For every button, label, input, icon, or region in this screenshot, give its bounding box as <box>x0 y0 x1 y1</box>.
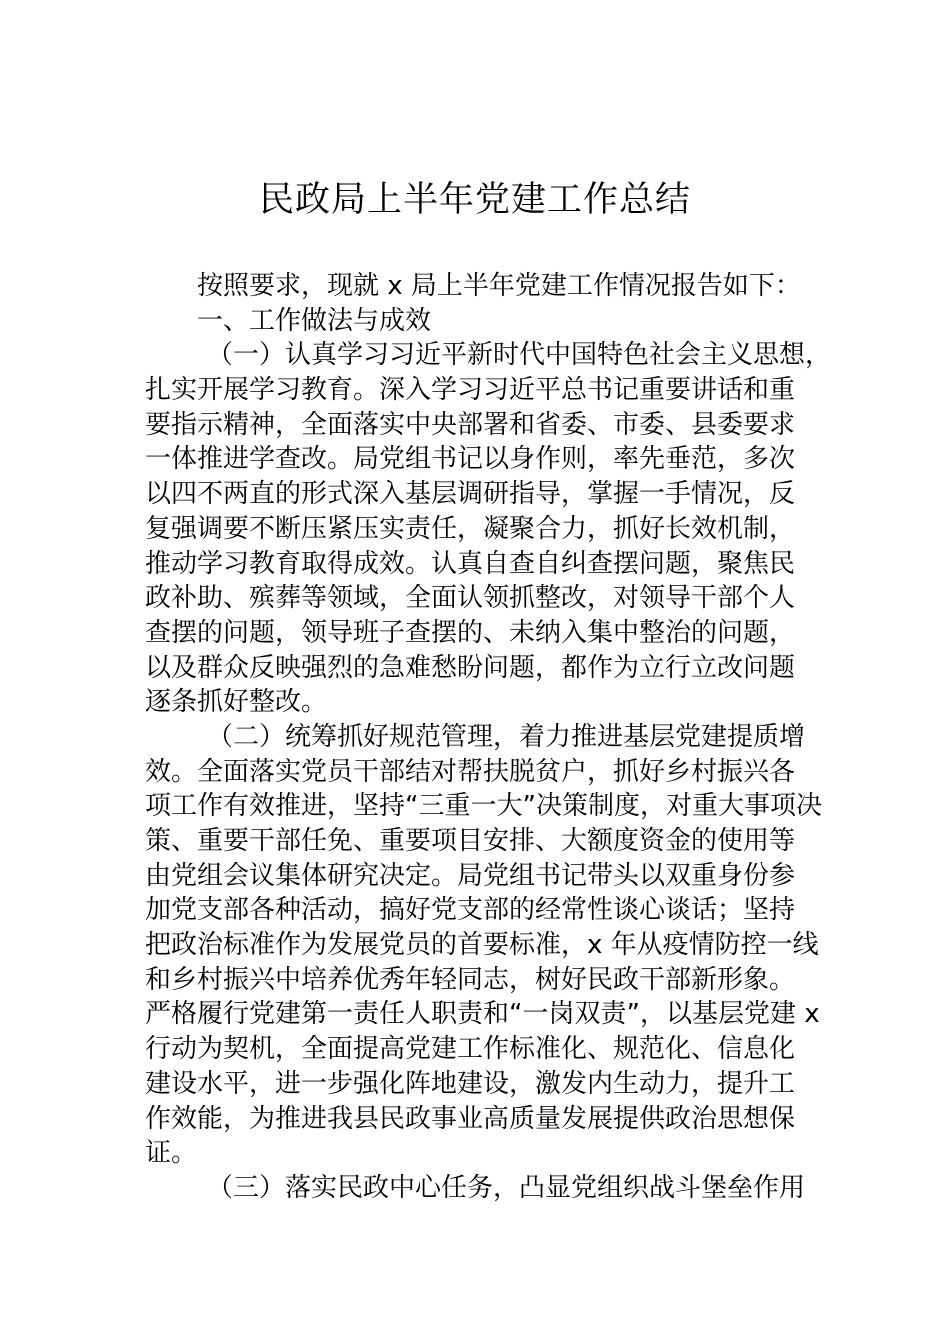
paragraph-line: 复强调要不断压紧压实责任，凝聚合力，抓好长效机制， <box>145 513 796 544</box>
intro-line: 按照要求，现就 x 局上半年党建工作情况报告如下： <box>197 271 801 301</box>
paragraph-line: 以及群众反映强烈的急难愁盼问题，都作为立行立改问题 <box>145 652 796 683</box>
paragraph-line: 要指示精神，全面落实中央部署和省委、市委、县委要求 <box>145 409 796 440</box>
paragraph-line: 作效能，为推进我县民政事业高质量发展提供政治思想保 <box>145 1103 796 1134</box>
paragraph-line: 政补助、殡葬等领域，全面认领抓整改，对领导干部个人 <box>145 583 796 614</box>
paragraph-line: 查摆的问题，领导班子查摆的、未纳入集中整治的问题， <box>145 617 796 648</box>
paragraph-line: 项工作有效推进，坚持“三重一大”决策制度，对重大事项决 <box>145 791 822 822</box>
paragraph-line: 严格履行党建第一责任人职责和“一岗双责”，以基层党建 x <box>145 999 820 1030</box>
paragraph-line: 和乡村振兴中培养优秀年轻同志，树好民政干部新形象。 <box>145 964 796 995</box>
document-body <box>145 269 835 1206</box>
paragraph-line: 证。 <box>145 1138 198 1169</box>
paragraph-line: 一体推进学查改。局党组书记以身作则，率先垂范，多次 <box>145 444 796 475</box>
paragraph-line: 把政治标准作为发展党员的首要标准，x 年从疫情防控一线 <box>145 930 819 961</box>
paragraph-line: 加党支部各种活动，搞好党支部的经常性谈心谈话；坚持 <box>145 895 796 926</box>
paragraph-line: 以四不两直的形式深入基层调研指导，掌握一手情况，反 <box>145 479 796 510</box>
section-heading: 一、工作做法与成效 <box>197 305 432 336</box>
subsection-heading-3: （三）落实民政中心任务，凸显党组织战斗堡垒作用 <box>207 1172 806 1203</box>
paragraph-line: 扎实开展学习教育。深入学习习近平总书记重要讲话和重 <box>145 375 796 406</box>
paragraph-line: 建设水平，进一步强化阵地建设，激发内生动力，提升工 <box>145 1068 796 1099</box>
subsection-heading-1: （一）认真学习习近平新时代中国特色社会主义思想， <box>207 340 832 371</box>
subsection-heading-2: （二）统筹抓好规范管理，着力推进基层党建提质增 <box>207 721 806 752</box>
paragraph-line: 策、重要干部任免、重要项目安排、大额度资金的使用等 <box>145 826 796 856</box>
paragraph-line: 逐条抓好整改。 <box>145 687 328 718</box>
paragraph-line: 推动学习教育取得成效。认真自查自纠查摆问题，聚焦民 <box>145 548 796 579</box>
document-title: 民政局上半年党建工作总结 <box>258 180 691 220</box>
paragraph-line: 行动为契机，全面提高党建工作标准化、规范化、信息化 <box>145 1034 796 1065</box>
paragraph-line: 效。全面落实党员干部结对帮扶脱贫户，抓好乡村振兴各 <box>145 756 796 787</box>
paragraph-line: 由党组会议集体研究决定。局党组书记带头以双重身份参 <box>145 860 796 891</box>
